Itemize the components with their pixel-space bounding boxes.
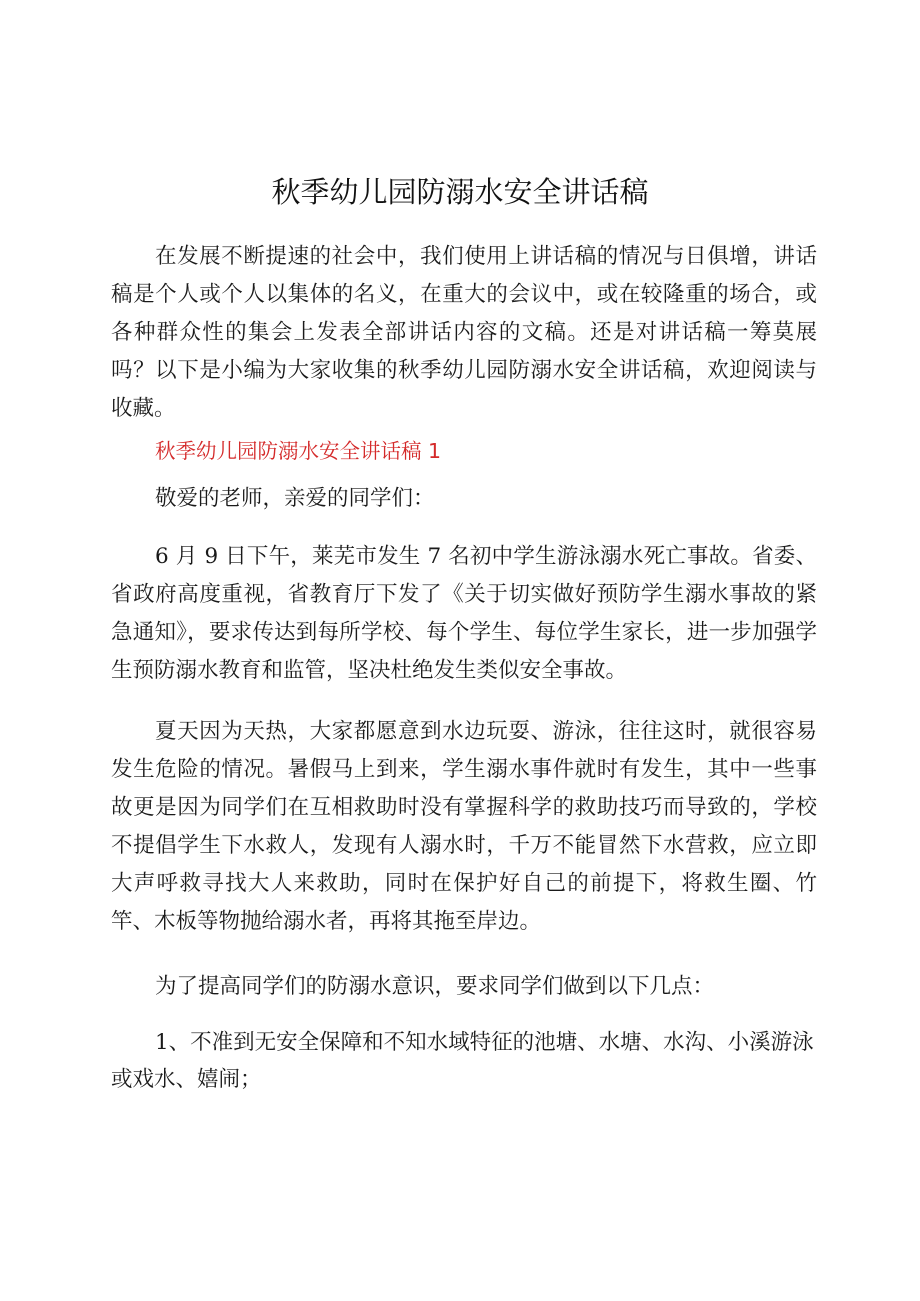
document-title: 秋季幼儿园防溺水安全讲话稿 bbox=[271, 175, 649, 209]
list-item-1-continuation: 或戏水、嬉闹； bbox=[111, 1067, 262, 1092]
body-paragraph-2: 夏天因为天热，大家都愿意到水边玩耍、游泳，往往这时，就很容易发生危险的情况。暑假马上到来，学生溺水事件就时有发生，其中一些事故更是因为同学们在互相救助时没有掌握科学的救助技巧而导致的，学校不提倡学生下水救人，发现有人溺水时，千万不能冒然下水营救，应立即大声呼救寻找大人来救助，同时在保护好自己的前提下，将救生圈、竹竿、木板等物抛给溺水者，再将其拖至岸边。 bbox=[111, 719, 817, 934]
section-heading: 秋季幼儿园防溺水安全讲话稿 1 bbox=[155, 439, 442, 463]
body-paragraph-1: 6 月 9 日下午，莱芜市发生 7 名初中学生游泳溺水死亡事故。省委、省政府高度重视，省教育厅下发了《关于切实做好预防学生溺水事故的紧急通知》，要求传达到每所学校、每个学生、每位学生家长，进一步加强学生预防溺水教育和监管，坚决杜绝发生类似安全事故。 bbox=[111, 544, 817, 683]
body-paragraph-3: 为了提高同学们的防溺水意识，要求同学们做到以下几点： bbox=[155, 974, 715, 999]
greeting-paragraph: 敬爱的老师，亲爱的同学们： bbox=[155, 486, 435, 511]
list-item-1: 1、不准到无安全保障和不知水域特征的池塘、水塘、水沟、小溪游泳 bbox=[155, 1030, 814, 1055]
intro-paragraph: 在发展不断提速的社会中，我们使用上讲话稿的情况与日俱增，讲话稿是个人或个人以集体的名义，在重大的会议中，或在较隆重的场合，或各种群众性的集会上发表全部讲话内容的文稿。还是对讲话稿一筹莫展吗？以下是小编为大家收集的秋季幼儿园防溺水安全讲话稿，欢迎阅读与收藏。 bbox=[111, 244, 817, 421]
